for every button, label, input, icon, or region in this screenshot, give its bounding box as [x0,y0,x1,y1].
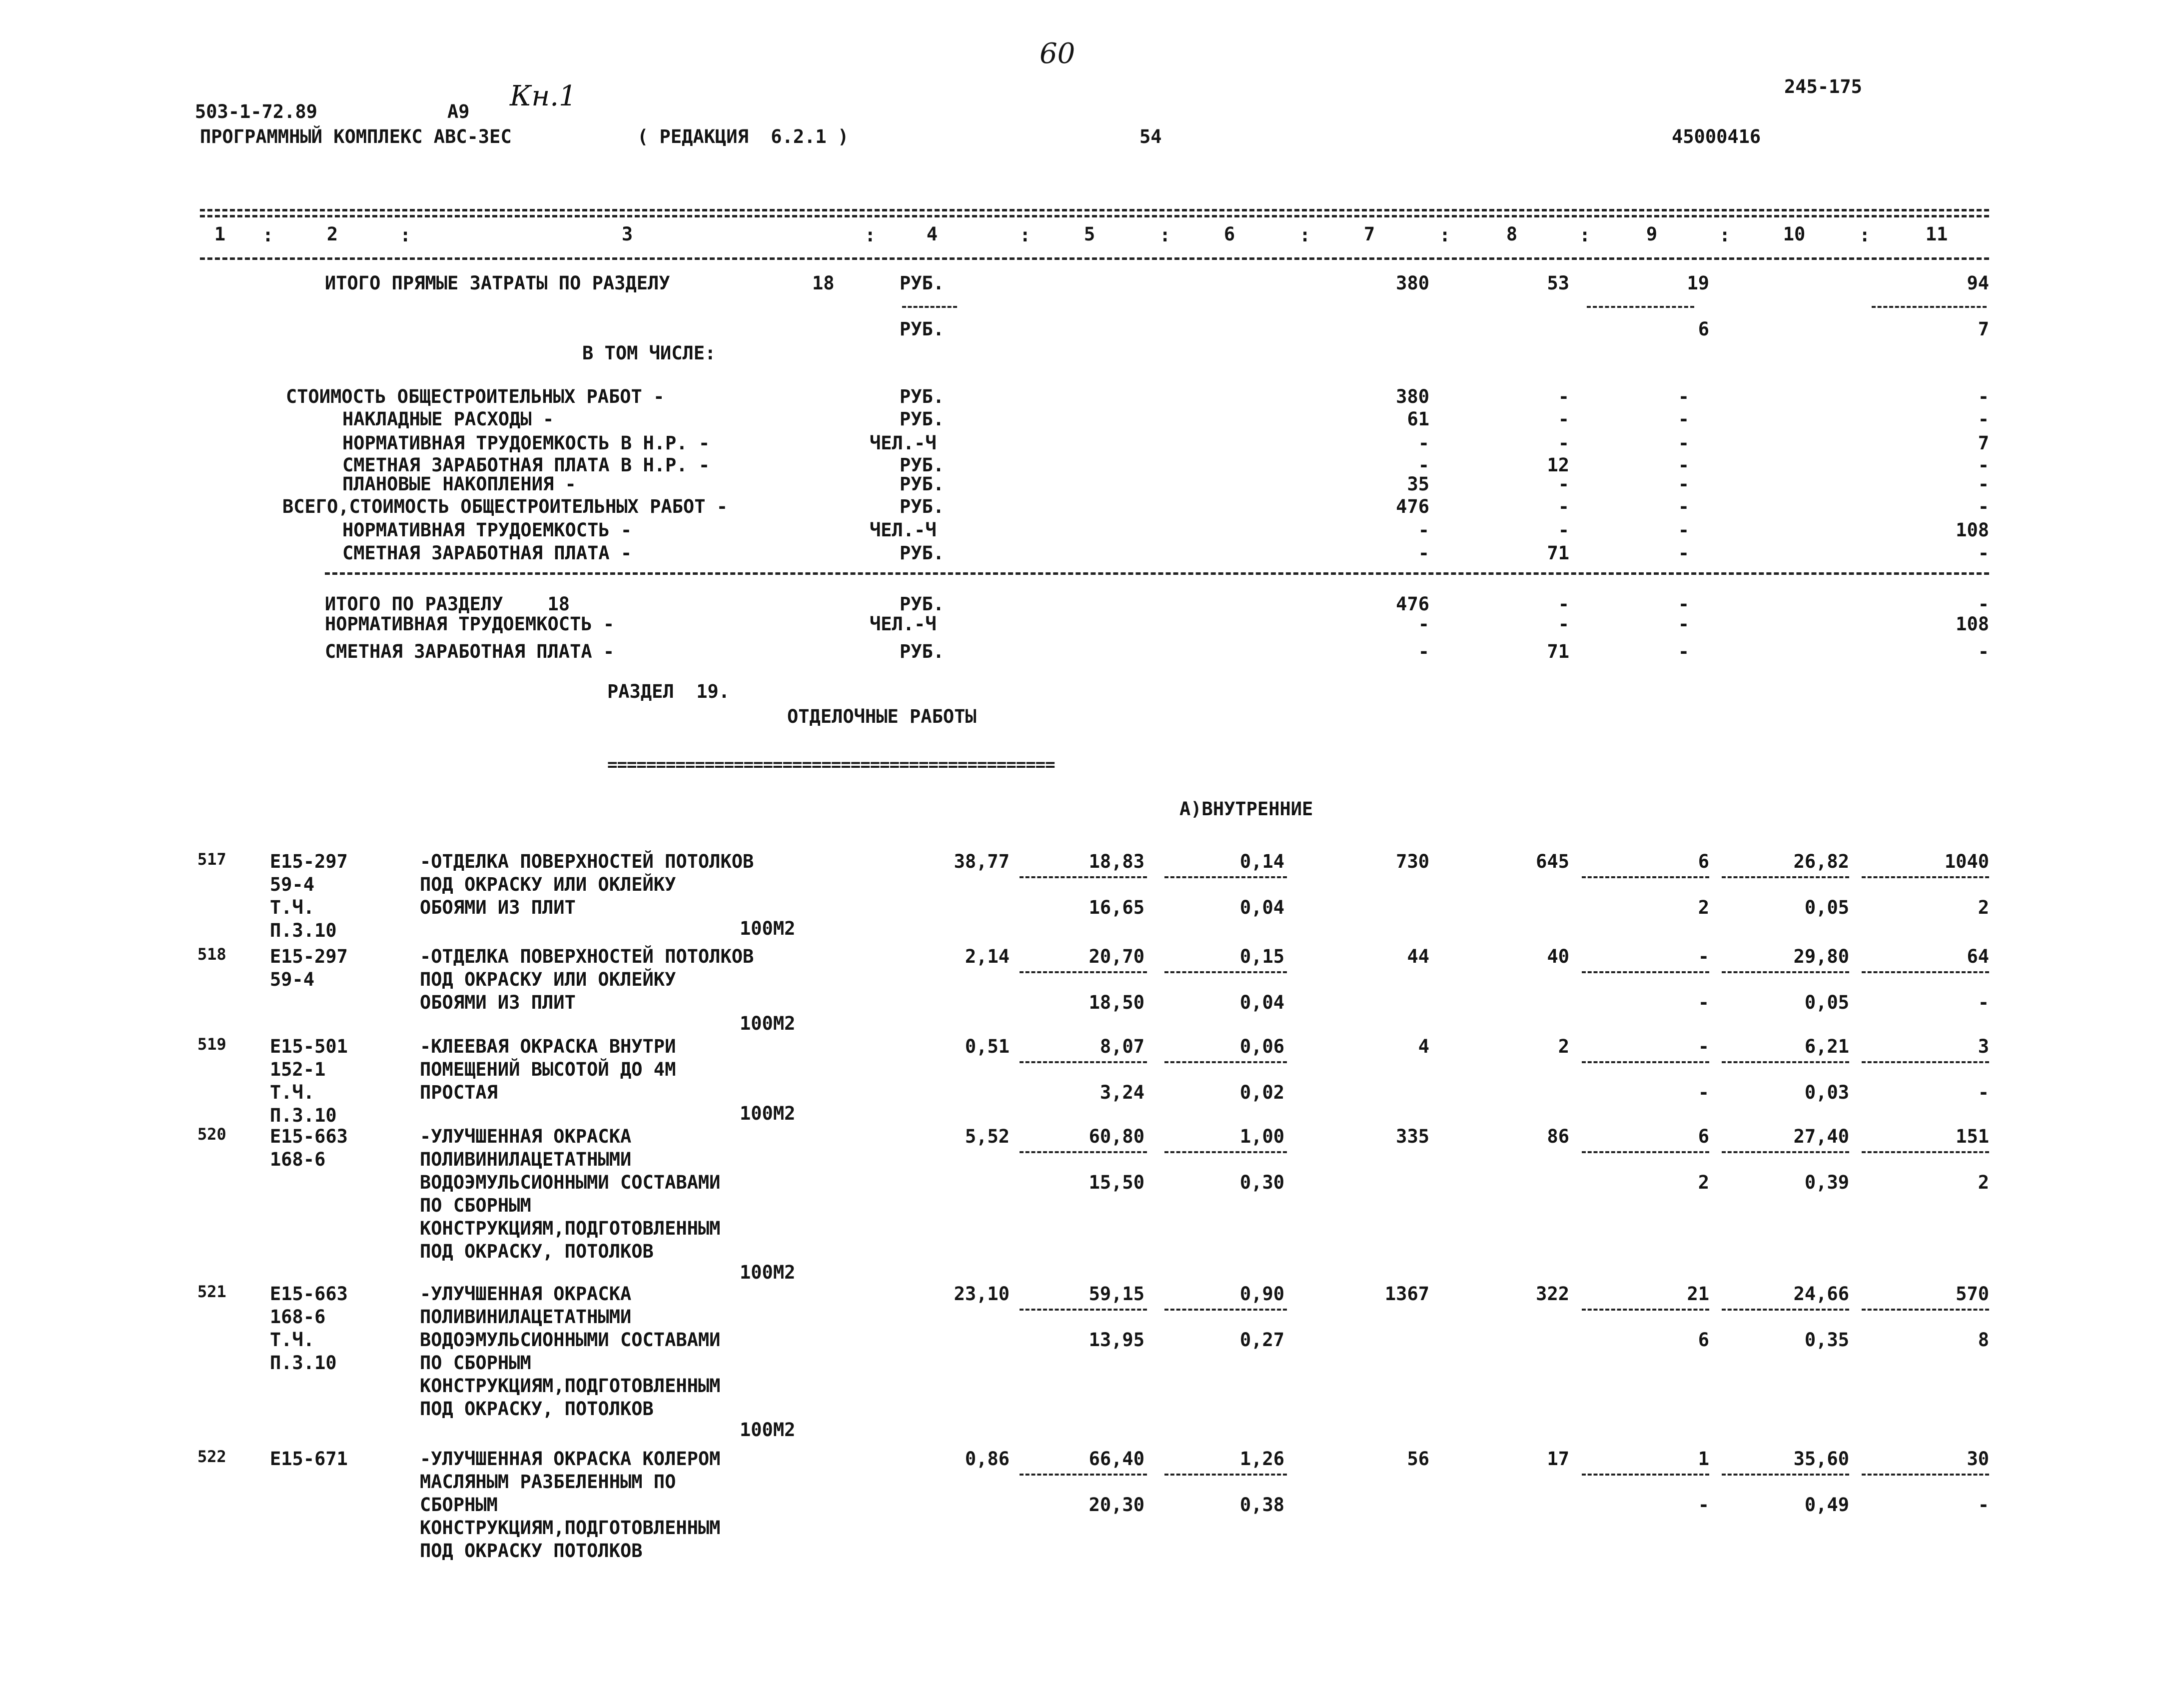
item-c9: 6 [1698,1126,1709,1147]
item-code: 152-1 [270,1059,326,1080]
summary-row-c8: 12 [1547,454,1569,476]
item-c7: 44 [1407,946,1429,967]
total-direct-c11: 94 [1967,272,1989,294]
item-description: ОБОЯМИ ИЗ ПЛИТ [420,897,576,918]
c11-rule [1872,306,1987,308]
item-description: ПОД ОКРАСКУ ПОТОЛКОВ [420,1540,643,1562]
item-c5: 60,80 [1089,1126,1144,1147]
item-description: ПОД ОКРАСКУ ИЛИ ОКЛЕЙКУ [420,874,676,895]
item-c9: 21 [1687,1283,1709,1305]
item-code: П.3.10 [270,1105,337,1126]
item-c8: 86 [1547,1126,1569,1147]
item-rule-c10 [1722,971,1849,973]
summary-row-c7: 476 [1396,496,1429,517]
summary-row-c9: - [1678,386,1689,407]
item-c6: 0,90 [1239,1283,1284,1305]
item-description: ОБОЯМИ ИЗ ПЛИТ [420,992,576,1013]
column-number: 8 [1506,223,1518,245]
item-c10: 27,40 [1793,1126,1849,1147]
summary-row-c9: - [1678,408,1689,430]
item-description: -КЛЕЕВАЯ ОКРАСКА ВНУТРИ [420,1036,676,1057]
item-c6: 0,14 [1239,851,1284,872]
item-c10-second: 0,35 [1804,1329,1849,1351]
item-c11-second: - [1978,992,1989,1013]
page-number: 54 [1139,126,1162,147]
item-number: 520 [197,1125,226,1144]
summary-row-c7: - [1418,432,1429,454]
total-direct-unit: РУБ. [900,272,945,294]
item-c4: 5,52 [965,1126,1010,1147]
including-label: В ТОМ ЧИСЛЕ: [582,342,716,364]
item-description: ПОД ОКРАСКУ, ПОТОЛКОВ [420,1398,654,1420]
item-rule-c9 [1582,876,1709,878]
second-unit: РУБ. [900,318,945,340]
item-c5-second: 20,30 [1089,1494,1144,1516]
section-total-label: СМЕТНАЯ ЗАРАБОТНАЯ ПЛАТА - [325,641,615,662]
section-total-c8: - [1558,613,1569,635]
item-c11-second: 2 [1978,897,1989,918]
item-code: П.3.10 [270,1352,337,1374]
item-c8: 2 [1558,1036,1569,1057]
section-total-c8: - [1558,593,1569,615]
summary-row-unit: РУБ. [900,542,945,564]
item-rule-c6 [1164,971,1287,973]
column-separator: : [1579,224,1591,246]
summary-row-unit: РУБ. [900,408,945,430]
item-description: ПОМЕЩЕНИЙ ВЫСОТОЙ ДО 4М [420,1059,676,1080]
summary-row-unit: РУБ. [900,496,945,517]
item-c11-second: 8 [1978,1329,1989,1351]
column-number: 5 [1084,223,1095,245]
summary-row-c9: - [1678,542,1689,564]
summary-row-unit: РУБ. [900,473,945,495]
item-rule-c11 [1862,971,1989,973]
section-total-c9: - [1678,593,1689,615]
item-c11: 3 [1978,1036,1989,1057]
item-code: Е15-297 [270,851,348,872]
item-c10-second: 0,03 [1804,1082,1849,1103]
column-separator: : [400,224,411,246]
item-c5: 59,15 [1089,1283,1144,1305]
summary-row-c9: - [1678,519,1689,541]
summary-row-c7: 380 [1396,386,1429,407]
summary-row-label: СМЕТНАЯ ЗАРАБОТНАЯ ПЛАТА В Н.Р. - [342,454,710,476]
item-number: 521 [197,1282,226,1301]
item-description: -УЛУЧШЕННАЯ ОКРАСКА [420,1126,632,1147]
album-handwritten: Кн.1 [510,80,577,112]
item-unit: 100М2 [740,1013,796,1034]
item-c9-second: - [1698,992,1709,1013]
section-total-unit: РУБ. [900,641,945,662]
column-number: 4 [926,223,938,245]
item-c6: 0,06 [1239,1036,1284,1057]
item-code: Т.Ч. [270,1082,315,1103]
column-number: 11 [1925,223,1948,245]
item-number: 519 [197,1035,226,1054]
item-code: Т.Ч. [270,1329,315,1351]
item-c11-second: - [1978,1494,1989,1516]
item-description: МАСЛЯНЫМ РАЗБЕЛЕННЫМ ПО [420,1471,676,1493]
item-description: -ОТДЕЛКА ПОВЕРХНОСТЕЙ ПОТОЛКОВ [420,946,754,967]
item-unit: 100М2 [740,1419,796,1441]
item-c4: 2,14 [965,946,1010,967]
item-description: КОНСТРУКЦИЯМ,ПОДГОТОВЛЕННЫМ [420,1517,721,1539]
item-c11: 1040 [1944,851,1989,872]
summary-row-unit: ЧЕЛ.-Ч [870,432,937,454]
item-c10-second: 0,39 [1804,1172,1849,1193]
item-rule-c10 [1722,1474,1849,1476]
item-c10-second: 0,05 [1804,992,1849,1013]
item-c6: 1,00 [1239,1126,1284,1147]
header-rule-top-2 [200,215,1989,217]
item-c9: 6 [1698,851,1709,872]
summary-row-c8: - [1558,473,1569,495]
item-description: ВОДОЭМУЛЬСИОННЫМИ СОСТАВАМИ [420,1172,721,1193]
item-c6-second: 0,04 [1239,992,1284,1013]
section-underline: ============================================== [607,755,1055,775]
summary-row-c9: - [1678,496,1689,517]
item-rule-c11 [1862,1309,1989,1311]
item-c11-second: - [1978,1082,1989,1103]
summary-row-c8: - [1558,496,1569,517]
item-number: 518 [197,945,226,964]
item-rule-c6 [1164,1061,1287,1063]
item-rule-c9 [1582,1309,1709,1311]
item-description: ПРОСТАЯ [420,1082,498,1103]
item-c5: 20,70 [1089,946,1144,967]
column-separator: : [262,224,274,246]
item-rule-c10 [1722,1061,1849,1063]
item-description: -ОТДЕЛКА ПОВЕРХНОСТЕЙ ПОТОЛКОВ [420,851,754,872]
section-total-c11: 108 [1956,613,1989,635]
summary-row-label: НОРМАТИВНАЯ ТРУДОЕМКОСТЬ В Н.Р. - [342,432,710,454]
item-code: Е15-663 [270,1283,348,1305]
item-c6: 1,26 [1239,1448,1284,1470]
item-c7: 730 [1396,851,1429,872]
album-code: А9 [447,101,470,122]
section-total-c7: - [1418,641,1429,662]
item-c10-second: 0,49 [1804,1494,1849,1516]
second-c11: 7 [1978,318,1989,340]
item-description: ВОДОЭМУЛЬСИОННЫМИ СОСТАВАМИ [420,1329,721,1351]
item-rule-c6 [1164,1309,1287,1311]
item-code: Т.Ч. [270,897,315,918]
item-c5-second: 13,95 [1089,1329,1144,1351]
total-direct-label: ИТОГО ПРЯМЫЕ ЗАТРАТЫ ПО РАЗДЕЛУ [325,272,670,294]
summary-row-c8: - [1558,519,1569,541]
header-rule-top-1 [200,209,1989,211]
item-c5-second: 15,50 [1089,1172,1144,1193]
total-direct-c8: 53 [1547,272,1569,294]
section-total-c8: 71 [1547,641,1569,662]
item-rule-c6 [1164,876,1287,878]
summary-row-label: СМЕТНАЯ ЗАРАБОТНАЯ ПЛАТА - [342,542,632,564]
item-description: СБОРНЫМ [420,1494,498,1516]
column-number: 3 [621,223,633,245]
column-separator: : [1439,224,1451,246]
item-rule-c5 [1020,971,1147,973]
item-c4: 0,86 [965,1448,1010,1470]
summary-row-c7: - [1418,454,1429,476]
item-rule-c6 [1164,1151,1287,1153]
item-c6-second: 0,38 [1239,1494,1284,1516]
item-code: 168-6 [270,1306,326,1328]
item-c6-second: 0,30 [1239,1172,1284,1193]
item-rule-c10 [1722,876,1849,878]
item-c8: 322 [1536,1283,1569,1305]
column-number: 9 [1646,223,1658,245]
total-direct-c9: 19 [1687,272,1709,294]
item-c11: 570 [1956,1283,1989,1305]
item-unit: 100М2 [740,918,796,939]
item-description: -УЛУЧШЕННАЯ ОКРАСКА [420,1283,632,1305]
item-rule-c5 [1020,1061,1147,1063]
section-total-c9: - [1678,641,1689,662]
header-rule-bottom [200,257,1989,260]
item-rule-c9 [1582,1151,1709,1153]
item-number: 517 [197,850,226,869]
item-rule-c11 [1862,1151,1989,1153]
column-separator: : [1719,224,1731,246]
unit-rule [902,306,957,308]
item-rule-c10 [1722,1151,1849,1153]
summary-row-c11: 108 [1956,519,1989,541]
item-code: 59-4 [270,969,315,990]
item-c11: 151 [1956,1126,1989,1147]
summary-row-c9: - [1678,473,1689,495]
subsection-title: А)ВНУТРЕННИЕ [1179,798,1313,820]
item-code: П.3.10 [270,920,337,941]
item-c9-second: 2 [1698,1172,1709,1193]
section-total-c9: - [1678,613,1689,635]
summary-row-unit: ЧЕЛ.-Ч [870,519,937,541]
item-c4: 38,77 [954,851,1010,872]
item-rule-c5 [1020,1474,1147,1476]
summary-row-c8: 71 [1547,542,1569,564]
item-c10: 29,80 [1793,946,1849,967]
section-total-label: НОРМАТИВНАЯ ТРУДОЕМКОСТЬ - [325,613,615,635]
item-description: ПОЛИВИНИЛАЦЕТАТНЫМИ [420,1306,632,1328]
section-total-unit: РУБ. [900,593,945,615]
item-code: 59-4 [270,874,315,895]
item-description: ПОЛИВИНИЛАЦЕТАТНЫМИ [420,1149,632,1170]
item-c5-second: 18,50 [1089,992,1144,1013]
item-c9: - [1698,1036,1709,1057]
summary-row-c8: - [1558,432,1569,454]
column-separator: : [1159,224,1171,246]
section-total-c7: 476 [1396,593,1429,615]
summary-row-c11: - [1978,496,1989,517]
summary-rule [325,572,1989,575]
item-c8: 17 [1547,1448,1569,1470]
summary-row-c11: - [1978,386,1989,407]
summary-row-c9: - [1678,432,1689,454]
summary-row-c11: - [1978,473,1989,495]
summary-row-unit: РУБ. [900,386,945,407]
item-c5-second: 16,65 [1089,897,1144,918]
item-c9: 1 [1698,1448,1709,1470]
item-rule-c9 [1582,1474,1709,1476]
item-c11: 30 [1967,1448,1989,1470]
summary-row-label: НОРМАТИВНАЯ ТРУДОЕМКОСТЬ - [342,519,632,541]
item-code: 168-6 [270,1149,326,1170]
program-edition: ( РЕДАКЦИЯ 6.2.1 ) [637,126,849,147]
column-number: 6 [1223,223,1235,245]
column-separator: : [865,224,876,246]
column-number: 1 [214,223,226,245]
summary-row-c7: - [1418,519,1429,541]
item-unit: 100М2 [740,1262,796,1283]
item-code: Е15-297 [270,946,348,967]
item-c4: 0,51 [965,1036,1010,1057]
item-description: КОНСТРУКЦИЯМ,ПОДГОТОВЛЕННЫМ [420,1218,721,1239]
item-rule-c9 [1582,1061,1709,1063]
item-description: ПОД ОКРАСКУ, ПОТОЛКОВ [420,1241,654,1262]
summary-row-c7: 35 [1407,473,1429,495]
program-name: ПРОГРАММНЫЙ КОМПЛЕКС АВС-3ЕС [200,126,512,147]
summary-row-c9: - [1678,454,1689,476]
item-code: Е15-671 [270,1448,348,1470]
item-c9-second: 6 [1698,1329,1709,1351]
item-c6: 0,15 [1239,946,1284,967]
item-number: 522 [197,1447,226,1466]
summary-row-c11: - [1978,408,1989,430]
item-c5: 18,83 [1089,851,1144,872]
item-c10: 6,21 [1804,1036,1849,1057]
item-rule-c11 [1862,876,1989,878]
item-c9-second: 2 [1698,897,1709,918]
summary-row-unit: РУБ. [900,454,945,476]
item-description: ПО СБОРНЫМ [420,1352,531,1374]
item-rule-c11 [1862,1474,1989,1476]
section-total-label: ИТОГО ПО РАЗДЕЛУ 18 [325,593,570,615]
item-code: Е15-663 [270,1126,348,1147]
item-rule-c5 [1020,1309,1147,1311]
section-title: РАЗДЕЛ 19. [607,681,730,702]
summary-row-c7: - [1418,542,1429,564]
item-c10: 26,82 [1793,851,1849,872]
item-c5: 66,40 [1089,1448,1144,1470]
item-c6-second: 0,04 [1239,897,1284,918]
item-c11: 64 [1967,946,1989,967]
section-total-c11: - [1978,641,1989,662]
summary-row-label: ВСЕГО,СТОИМОСТЬ ОБЩЕСТРОИТЕЛЬНЫХ РАБОТ - [282,496,728,517]
item-description: ПО СБОРНЫМ [420,1195,531,1216]
c9-rule [1587,306,1694,308]
ref-number: 245-175 [1784,76,1862,97]
summary-row-label: ПЛАНОВЫЕ НАКОПЛЕНИЯ - [342,473,576,495]
column-number: 2 [326,223,338,245]
summary-row-label: СТОИМОСТЬ ОБЩЕСТРОИТЕЛЬНЫХ РАБОТ - [286,386,665,407]
item-rule-c11 [1862,1061,1989,1063]
item-description: КОНСТРУКЦИЯМ,ПОДГОТОВЛЕННЫМ [420,1375,721,1397]
section-total-unit: ЧЕЛ.-Ч [870,613,937,635]
item-description: ПОД ОКРАСКУ ИЛИ ОКЛЕЙКУ [420,969,676,990]
column-separator: : [1299,224,1311,246]
summary-row-c11: - [1978,542,1989,564]
item-c11-second: 2 [1978,1172,1989,1193]
handwritten-page-number: 60 [1040,37,1076,70]
column-separator: : [1859,224,1871,246]
item-c9-second: - [1698,1082,1709,1103]
summary-row-c11: 7 [1978,432,1989,454]
summary-row-c8: - [1558,408,1569,430]
item-code: Е15-501 [270,1036,348,1057]
item-c10-second: 0,05 [1804,897,1849,918]
item-c7: 335 [1396,1126,1429,1147]
summary-row-label: НАКЛАДНЫЕ РАСХОДЫ - [342,408,554,430]
section-total-c7: - [1418,613,1429,635]
summary-row-c11: - [1978,454,1989,476]
column-separator: : [1020,224,1031,246]
item-c5: 8,07 [1099,1036,1144,1057]
summary-row-c8: - [1558,386,1569,407]
item-c9-second: - [1698,1494,1709,1516]
item-c6-second: 0,27 [1239,1329,1284,1351]
item-description: -УЛУЧШЕННАЯ ОКРАСКА КОЛЕРОМ [420,1448,721,1470]
item-c10: 24,66 [1793,1283,1849,1305]
total-direct-section: 18 [812,272,835,294]
item-c8: 645 [1536,851,1569,872]
column-number: 7 [1363,223,1375,245]
item-c6-second: 0,02 [1239,1082,1284,1103]
section-name: ОТДЕЛОЧНЫЕ РАБОТЫ [787,706,977,727]
item-c7: 4 [1418,1036,1429,1057]
total-direct-c7: 380 [1396,272,1429,294]
item-c9: - [1698,946,1709,967]
item-c7: 56 [1407,1448,1429,1470]
item-rule-c9 [1582,971,1709,973]
item-rule-c6 [1164,1474,1287,1476]
doc-code: 503-1-72.89 [195,101,318,122]
item-rule-c10 [1722,1309,1849,1311]
second-c9: 6 [1698,318,1709,340]
section-total-c11: - [1978,593,1989,615]
item-c8: 40 [1547,946,1569,967]
summary-row-c7: 61 [1407,408,1429,430]
item-rule-c5 [1020,876,1147,878]
item-c7: 1367 [1384,1283,1429,1305]
item-c4: 23,10 [954,1283,1010,1305]
item-c5-second: 3,24 [1099,1082,1144,1103]
code-number: 45000416 [1672,126,1761,147]
item-rule-c5 [1020,1151,1147,1153]
item-unit: 100М2 [740,1103,796,1124]
column-number: 10 [1783,223,1806,245]
item-c10: 35,60 [1793,1448,1849,1470]
